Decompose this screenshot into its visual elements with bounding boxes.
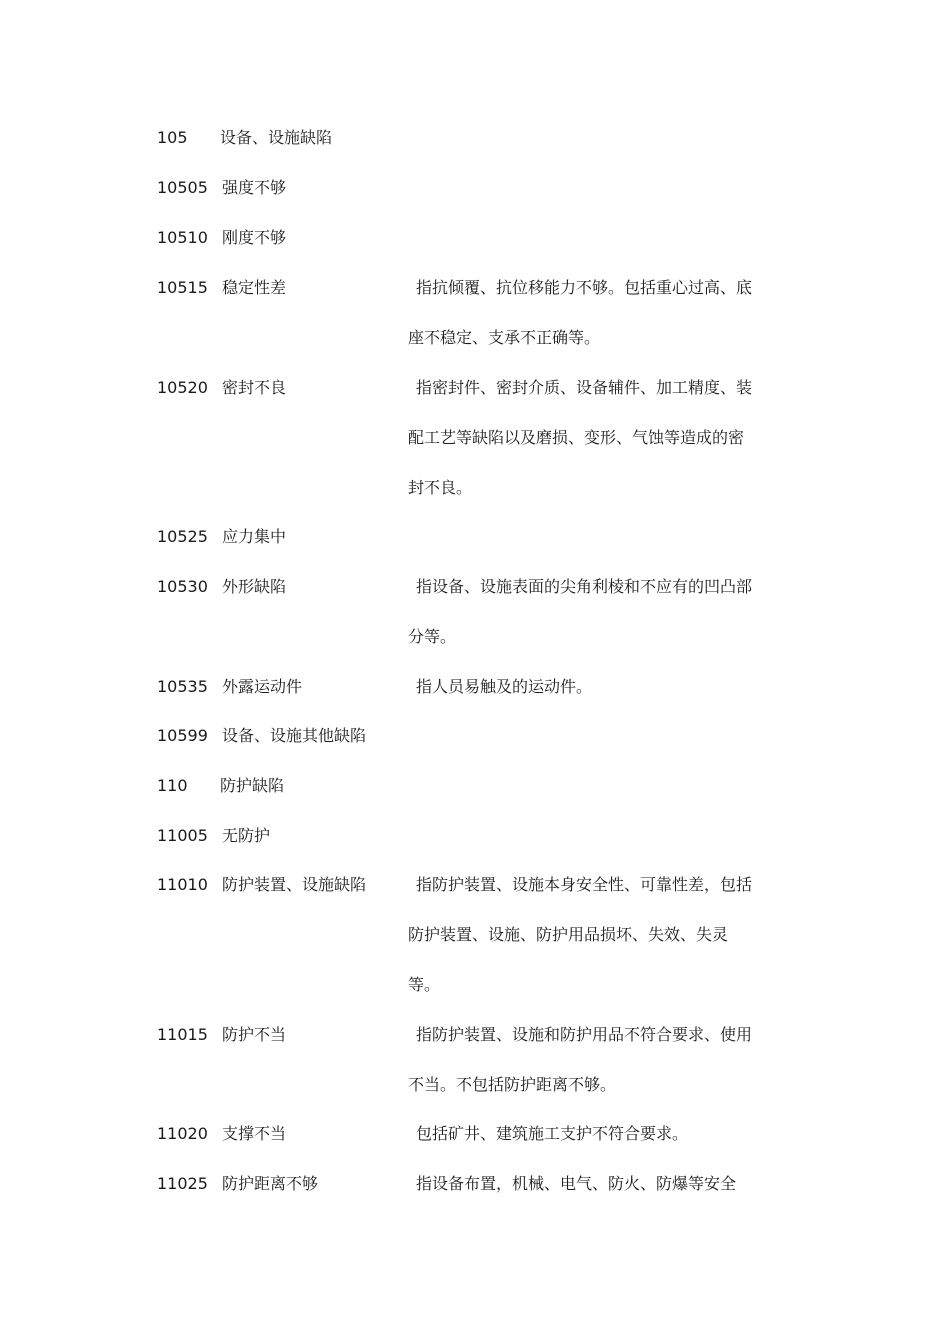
entry-code: 10535 bbox=[157, 677, 208, 696]
entry-name: 支撑不当 bbox=[222, 1124, 287, 1143]
entry-10599 bbox=[0, 726, 950, 776]
entry-name: 设备、设施缺陷 bbox=[220, 128, 333, 147]
entry-code: 10525 bbox=[157, 527, 208, 546]
entry-description: 指设备、设施表面的尖角利棱和不应有的凹凸部分等。 bbox=[408, 577, 753, 646]
entry-105 bbox=[0, 128, 950, 178]
entry-name: 防护装置、设施缺陷 bbox=[222, 875, 367, 894]
entry-code: 11020 bbox=[157, 1124, 208, 1143]
entry-10530 bbox=[0, 577, 950, 646]
entry-description: 指防护装置、设施和防护用品不符合要求、使用不当。不包括防护距离不够。 bbox=[408, 1025, 753, 1094]
entry-code: 11025 bbox=[157, 1174, 208, 1193]
entry-code: 11005 bbox=[157, 826, 208, 845]
entry-code: 10520 bbox=[157, 378, 208, 397]
entry-code: 10505 bbox=[157, 178, 208, 197]
entry-name: 刚度不够 bbox=[222, 228, 287, 247]
entry-description: 指抗倾覆、抗位移能力不够。包括重心过高、底座不稳定、支承不正确等。 bbox=[408, 278, 753, 347]
entry-code: 11015 bbox=[157, 1025, 208, 1044]
entry-11015 bbox=[0, 1025, 950, 1094]
entry-code: 105 bbox=[157, 128, 188, 147]
entry-description: 包括矿井、建筑施工支护不符合要求。 bbox=[416, 1124, 689, 1143]
entry-code: 110 bbox=[157, 776, 188, 795]
entry-code: 11010 bbox=[157, 875, 208, 894]
entry-name: 防护不当 bbox=[222, 1025, 287, 1044]
entry-110 bbox=[0, 776, 950, 826]
entry-name: 密封不良 bbox=[222, 378, 287, 397]
entry-code: 10599 bbox=[157, 726, 208, 745]
entry-code: 10510 bbox=[157, 228, 208, 247]
entry-description: 指密封件、密封介质、设备辅件、加工精度、装配工艺等缺陷以及磨损、变形、气蚀等造成的密封不良。 bbox=[408, 378, 753, 497]
entry-code: 10530 bbox=[157, 577, 208, 596]
entry-10520 bbox=[0, 378, 950, 497]
entry-description: 指防护装置、设施本身安全性、可靠性差，包括防护装置、设施、防护用品损坏、失效、失灵等。 bbox=[408, 875, 753, 994]
entry-name: 外露运动件 bbox=[222, 677, 303, 696]
entry-code: 10515 bbox=[157, 278, 208, 297]
entry-name: 无防护 bbox=[222, 826, 271, 845]
entry-10515 bbox=[0, 278, 950, 347]
entry-name: 应力集中 bbox=[222, 527, 287, 546]
entry-name: 外形缺陷 bbox=[222, 577, 287, 596]
entry-11025 bbox=[0, 1174, 950, 1224]
entry-11010 bbox=[0, 875, 950, 994]
entry-10505 bbox=[0, 178, 950, 228]
entry-name: 强度不够 bbox=[222, 178, 287, 197]
entry-10535 bbox=[0, 677, 950, 727]
entry-name: 稳定性差 bbox=[222, 278, 287, 297]
entry-description: 指设备布置，机械、电气、防火、防爆等安全 bbox=[416, 1174, 737, 1193]
entry-name: 设备、设施其他缺陷 bbox=[222, 726, 367, 745]
entry-name: 防护距离不够 bbox=[222, 1174, 319, 1193]
entry-description: 指人员易触及的运动件。 bbox=[416, 677, 593, 696]
entry-name: 防护缺陷 bbox=[220, 776, 285, 795]
